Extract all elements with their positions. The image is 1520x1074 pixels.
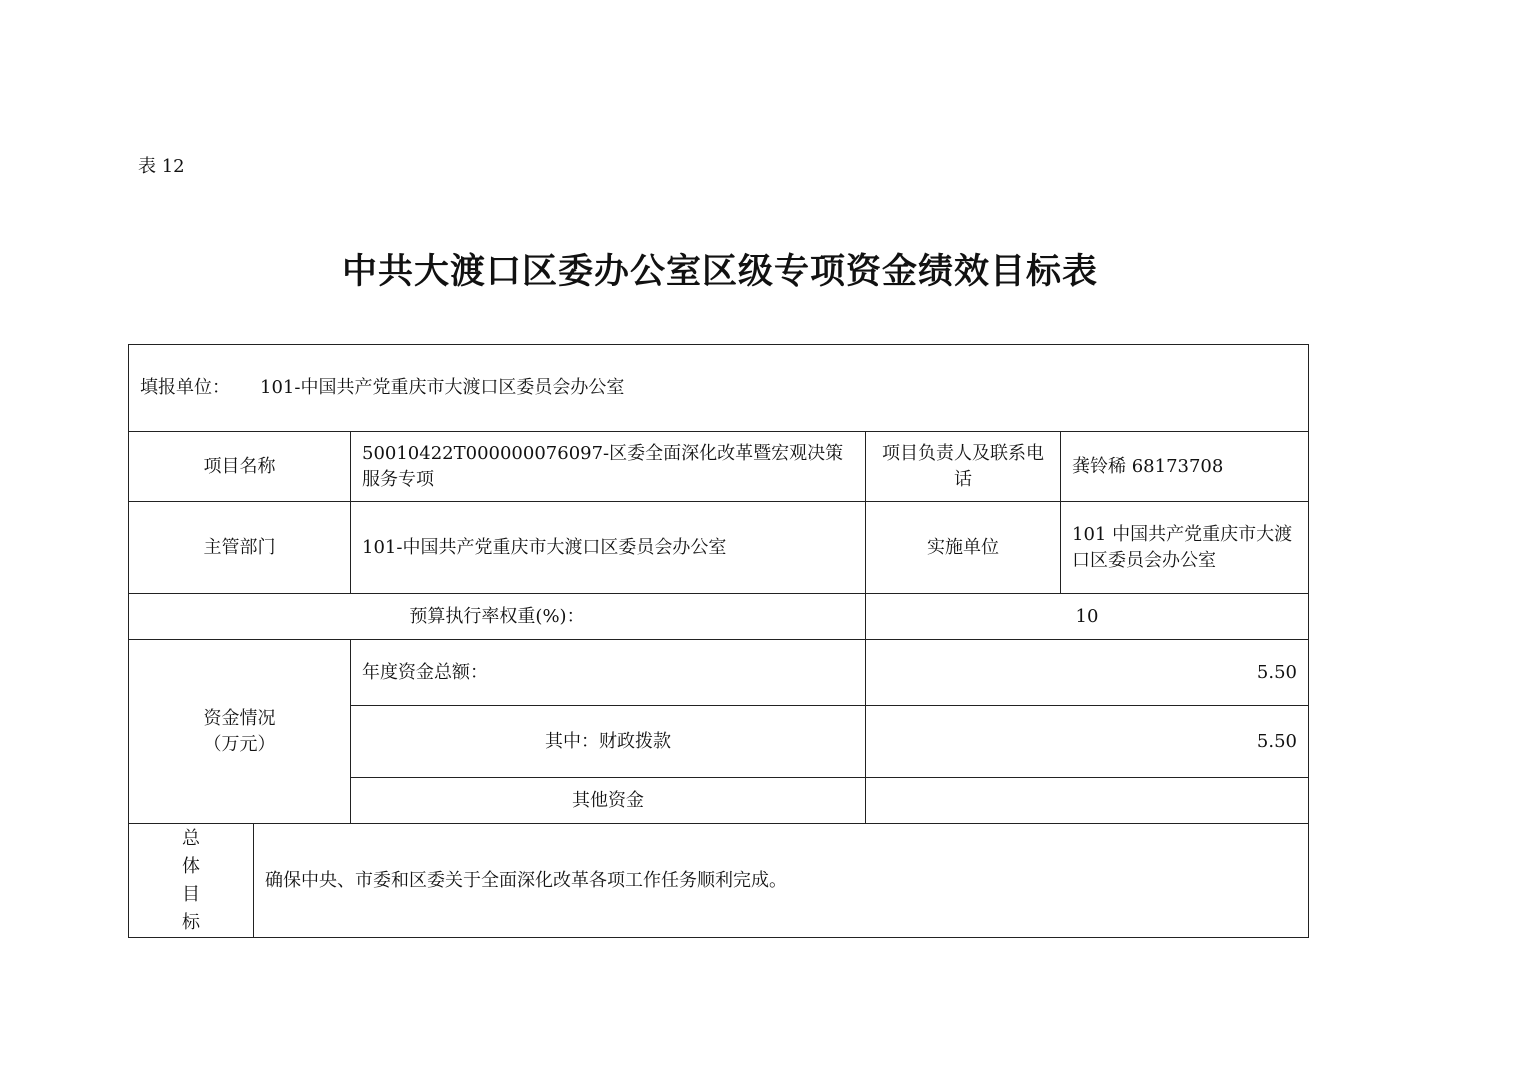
contact-label: 项目负责人及联系电话 — [865, 431, 1061, 502]
annual-total-value: 5.50 — [865, 639, 1309, 706]
budget-weight-label: 预算执行率权重(%)： — [128, 593, 866, 640]
project-name-label: 项目名称 — [128, 431, 351, 502]
annual-total-label: 年度资金总额： — [350, 639, 866, 706]
reporting-unit-row — [128, 344, 1309, 432]
budget-weight-value: 10 — [865, 593, 1309, 640]
performance-target-table — [128, 344, 1309, 938]
overall-goal-label-char: 标 — [182, 911, 200, 933]
overall-goal-value: 确保中央、市委和区委关于全面深化改革各项工作任务顺利完成。 — [253, 823, 1309, 938]
department-value: 101-中国共产党重庆市大渡口区委员会办公室 — [350, 501, 866, 594]
department-label: 主管部门 — [128, 501, 351, 594]
reporting-unit-value: 101-中国共产党重庆市大渡口区委员会办公室 — [260, 377, 625, 398]
implementing-unit-label: 实施单位 — [865, 501, 1061, 594]
reporting-unit-label: 填报单位： — [140, 377, 230, 398]
overall-goal-label-char: 总 — [182, 827, 200, 849]
project-name-value: 50010422T000000076097-区委全面深化改革暨宏观决策服务专项 — [350, 431, 866, 502]
overall-goal-label-char: 目 — [182, 883, 200, 905]
fiscal-allocation-value: 5.50 — [865, 705, 1309, 778]
overall-goal-label — [128, 823, 254, 938]
table-number: 表 12 — [138, 156, 185, 177]
contact-value: 龚铃稀 68173708 — [1060, 431, 1309, 502]
funds-label: 资金情况（万元） — [128, 639, 351, 824]
other-funds-value — [865, 777, 1309, 824]
overall-goal-label-char: 体 — [182, 855, 200, 877]
implementing-unit-value: 101 中国共产党重庆市大渡口区委员会办公室 — [1060, 501, 1309, 594]
fiscal-allocation-label: 其中：财政拨款 — [350, 705, 866, 778]
document-title: 中共大渡口区委办公室区级专项资金绩效目标表 — [341, 251, 1098, 292]
other-funds-label: 其他资金 — [350, 777, 866, 824]
